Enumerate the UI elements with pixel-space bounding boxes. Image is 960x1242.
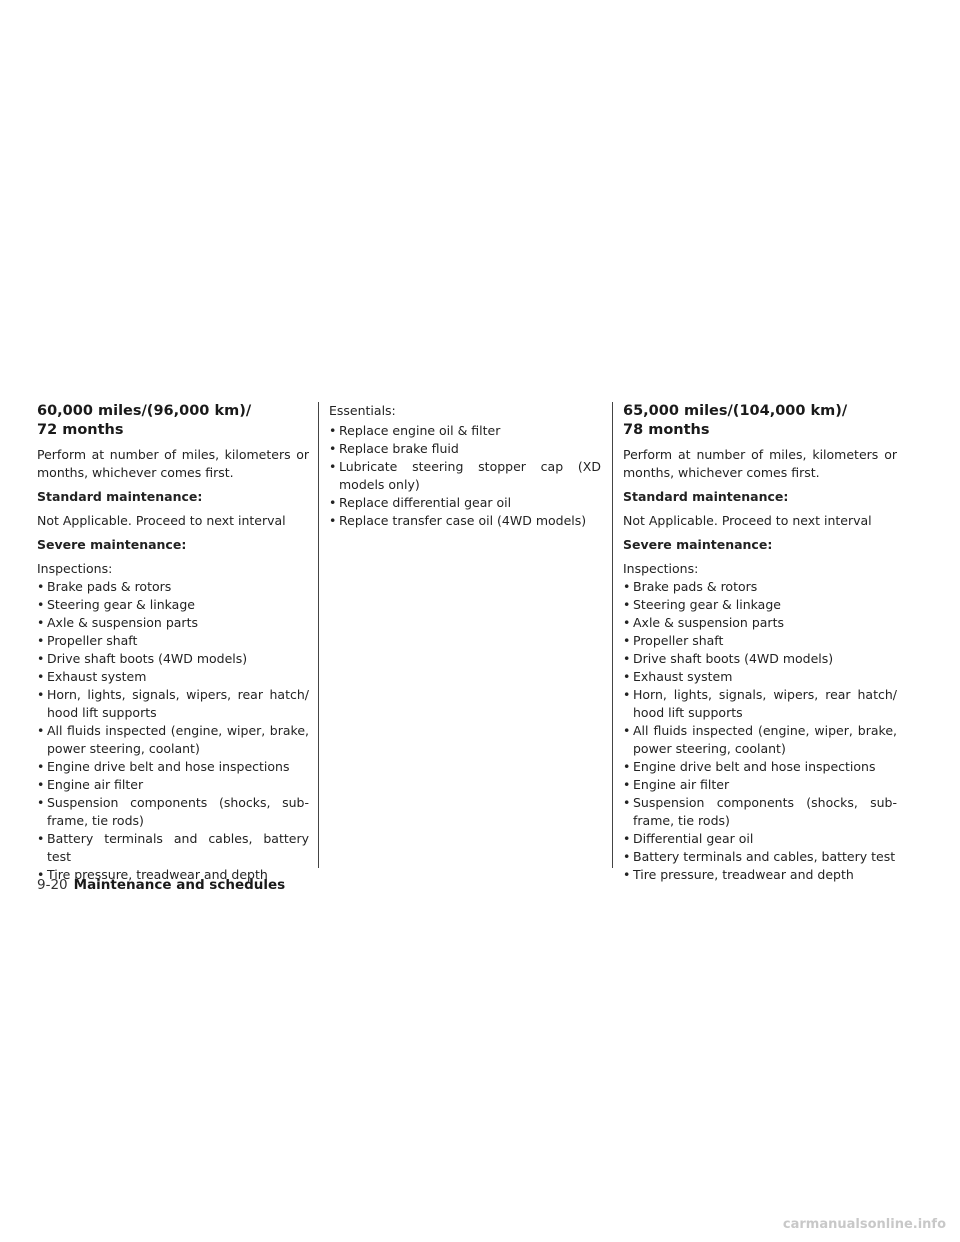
- list-item: • Steering gear & linkage: [37, 596, 309, 614]
- list-item: • All fluids inspected (engine, wiper, brake, power steering, coolant): [37, 722, 309, 758]
- list-item: • Drive shaft boots (4WD models): [623, 650, 897, 668]
- list-item: • Exhaust system: [37, 668, 309, 686]
- list-item: • Replace brake fluid: [329, 440, 601, 458]
- list-item: • Engine drive belt and hose inspections: [37, 758, 309, 776]
- standard-maintenance-text: Not Applicable. Proceed to next interval: [623, 513, 872, 528]
- severe-maintenance-label: Severe maintenance:: [37, 537, 187, 552]
- standard-maintenance-label: Standard maintenance:: [37, 489, 203, 504]
- inspection-list: [623, 578, 897, 884]
- column-divider: [318, 402, 319, 868]
- list-item: • Tire pressure, treadwear and depth: [623, 866, 897, 884]
- list-item: • Replace differential gear oil: [329, 494, 601, 512]
- severe-maintenance-label: Severe maintenance:: [623, 537, 773, 552]
- list-item: • Axle & suspension parts: [37, 614, 309, 632]
- heading-line-1: 65,000 miles/(104,000 km)/: [623, 403, 848, 419]
- list-item: • Drive shaft boots (4WD models): [37, 650, 309, 668]
- column-essentials: [329, 402, 601, 530]
- list-item: • Brake pads & rotors: [623, 578, 897, 596]
- list-item: • Tire pressure, treadwear and depth: [37, 866, 309, 884]
- essentials-list: [329, 422, 601, 530]
- column-divider: [612, 402, 613, 868]
- standard-maintenance-label: Standard maintenance:: [623, 489, 789, 504]
- standard-maintenance-text: Not Applicable. Proceed to next interval: [37, 513, 286, 528]
- page-number: 9-20: [37, 877, 68, 893]
- inspection-list: [37, 578, 309, 884]
- heading-line-2: 72 months: [37, 422, 124, 438]
- section-title: Maintenance and schedules: [73, 877, 286, 893]
- list-item: • Suspension components (shocks, sub-frame, tie rods): [623, 794, 897, 830]
- intro-text: Perform at number of miles, kilometers or months, whichever comes first.: [623, 447, 897, 480]
- section-heading-65000: [623, 402, 897, 440]
- list-item: • Brake pads & rotors: [37, 578, 309, 596]
- list-item: • Axle & suspension parts: [623, 614, 897, 632]
- intro-text: Perform at number of miles, kilometers or months, whichever comes first.: [37, 447, 309, 480]
- list-item: • Steering gear & linkage: [623, 596, 897, 614]
- column-60000-miles: [37, 402, 309, 884]
- list-item: • Horn, lights, signals, wipers, rear hatch/ hood lift supports: [623, 686, 897, 722]
- inspections-label: Inspections:: [623, 561, 699, 576]
- list-item: • Replace engine oil & filter: [329, 422, 601, 440]
- list-item: • Propeller shaft: [37, 632, 309, 650]
- list-item: • Engine drive belt and hose inspections: [623, 758, 897, 776]
- list-item: • Engine air filter: [37, 776, 309, 794]
- inspections-label: Inspections:: [37, 561, 113, 576]
- list-item: • Engine air filter: [623, 776, 897, 794]
- list-item: • Battery terminals and cables, battery test: [623, 848, 897, 866]
- list-item: • Exhaust system: [623, 668, 897, 686]
- section-heading-60000: [37, 402, 309, 440]
- list-item: • Battery terminals and cables, battery test: [37, 830, 309, 866]
- watermark: carmanualsonline.info: [782, 1217, 946, 1232]
- list-item: • Suspension components (shocks, sub-frame, tie rods): [37, 794, 309, 830]
- list-item: • Lubricate steering stopper cap (XD models only): [329, 458, 601, 494]
- essentials-label: Essentials:: [329, 403, 396, 418]
- list-item: • Differential gear oil: [623, 830, 897, 848]
- page-footer: [37, 876, 285, 894]
- column-65000-miles: [623, 402, 897, 884]
- heading-line-1: 60,000 miles/(96,000 km)/: [37, 403, 252, 419]
- list-item: • Horn, lights, signals, wipers, rear hatch/ hood lift supports: [37, 686, 309, 722]
- list-item: • All fluids inspected (engine, wiper, brake, power steering, coolant): [623, 722, 897, 758]
- heading-line-2: 78 months: [623, 422, 710, 438]
- list-item: • Replace transfer case oil (4WD models): [329, 512, 601, 530]
- list-item: • Propeller shaft: [623, 632, 897, 650]
